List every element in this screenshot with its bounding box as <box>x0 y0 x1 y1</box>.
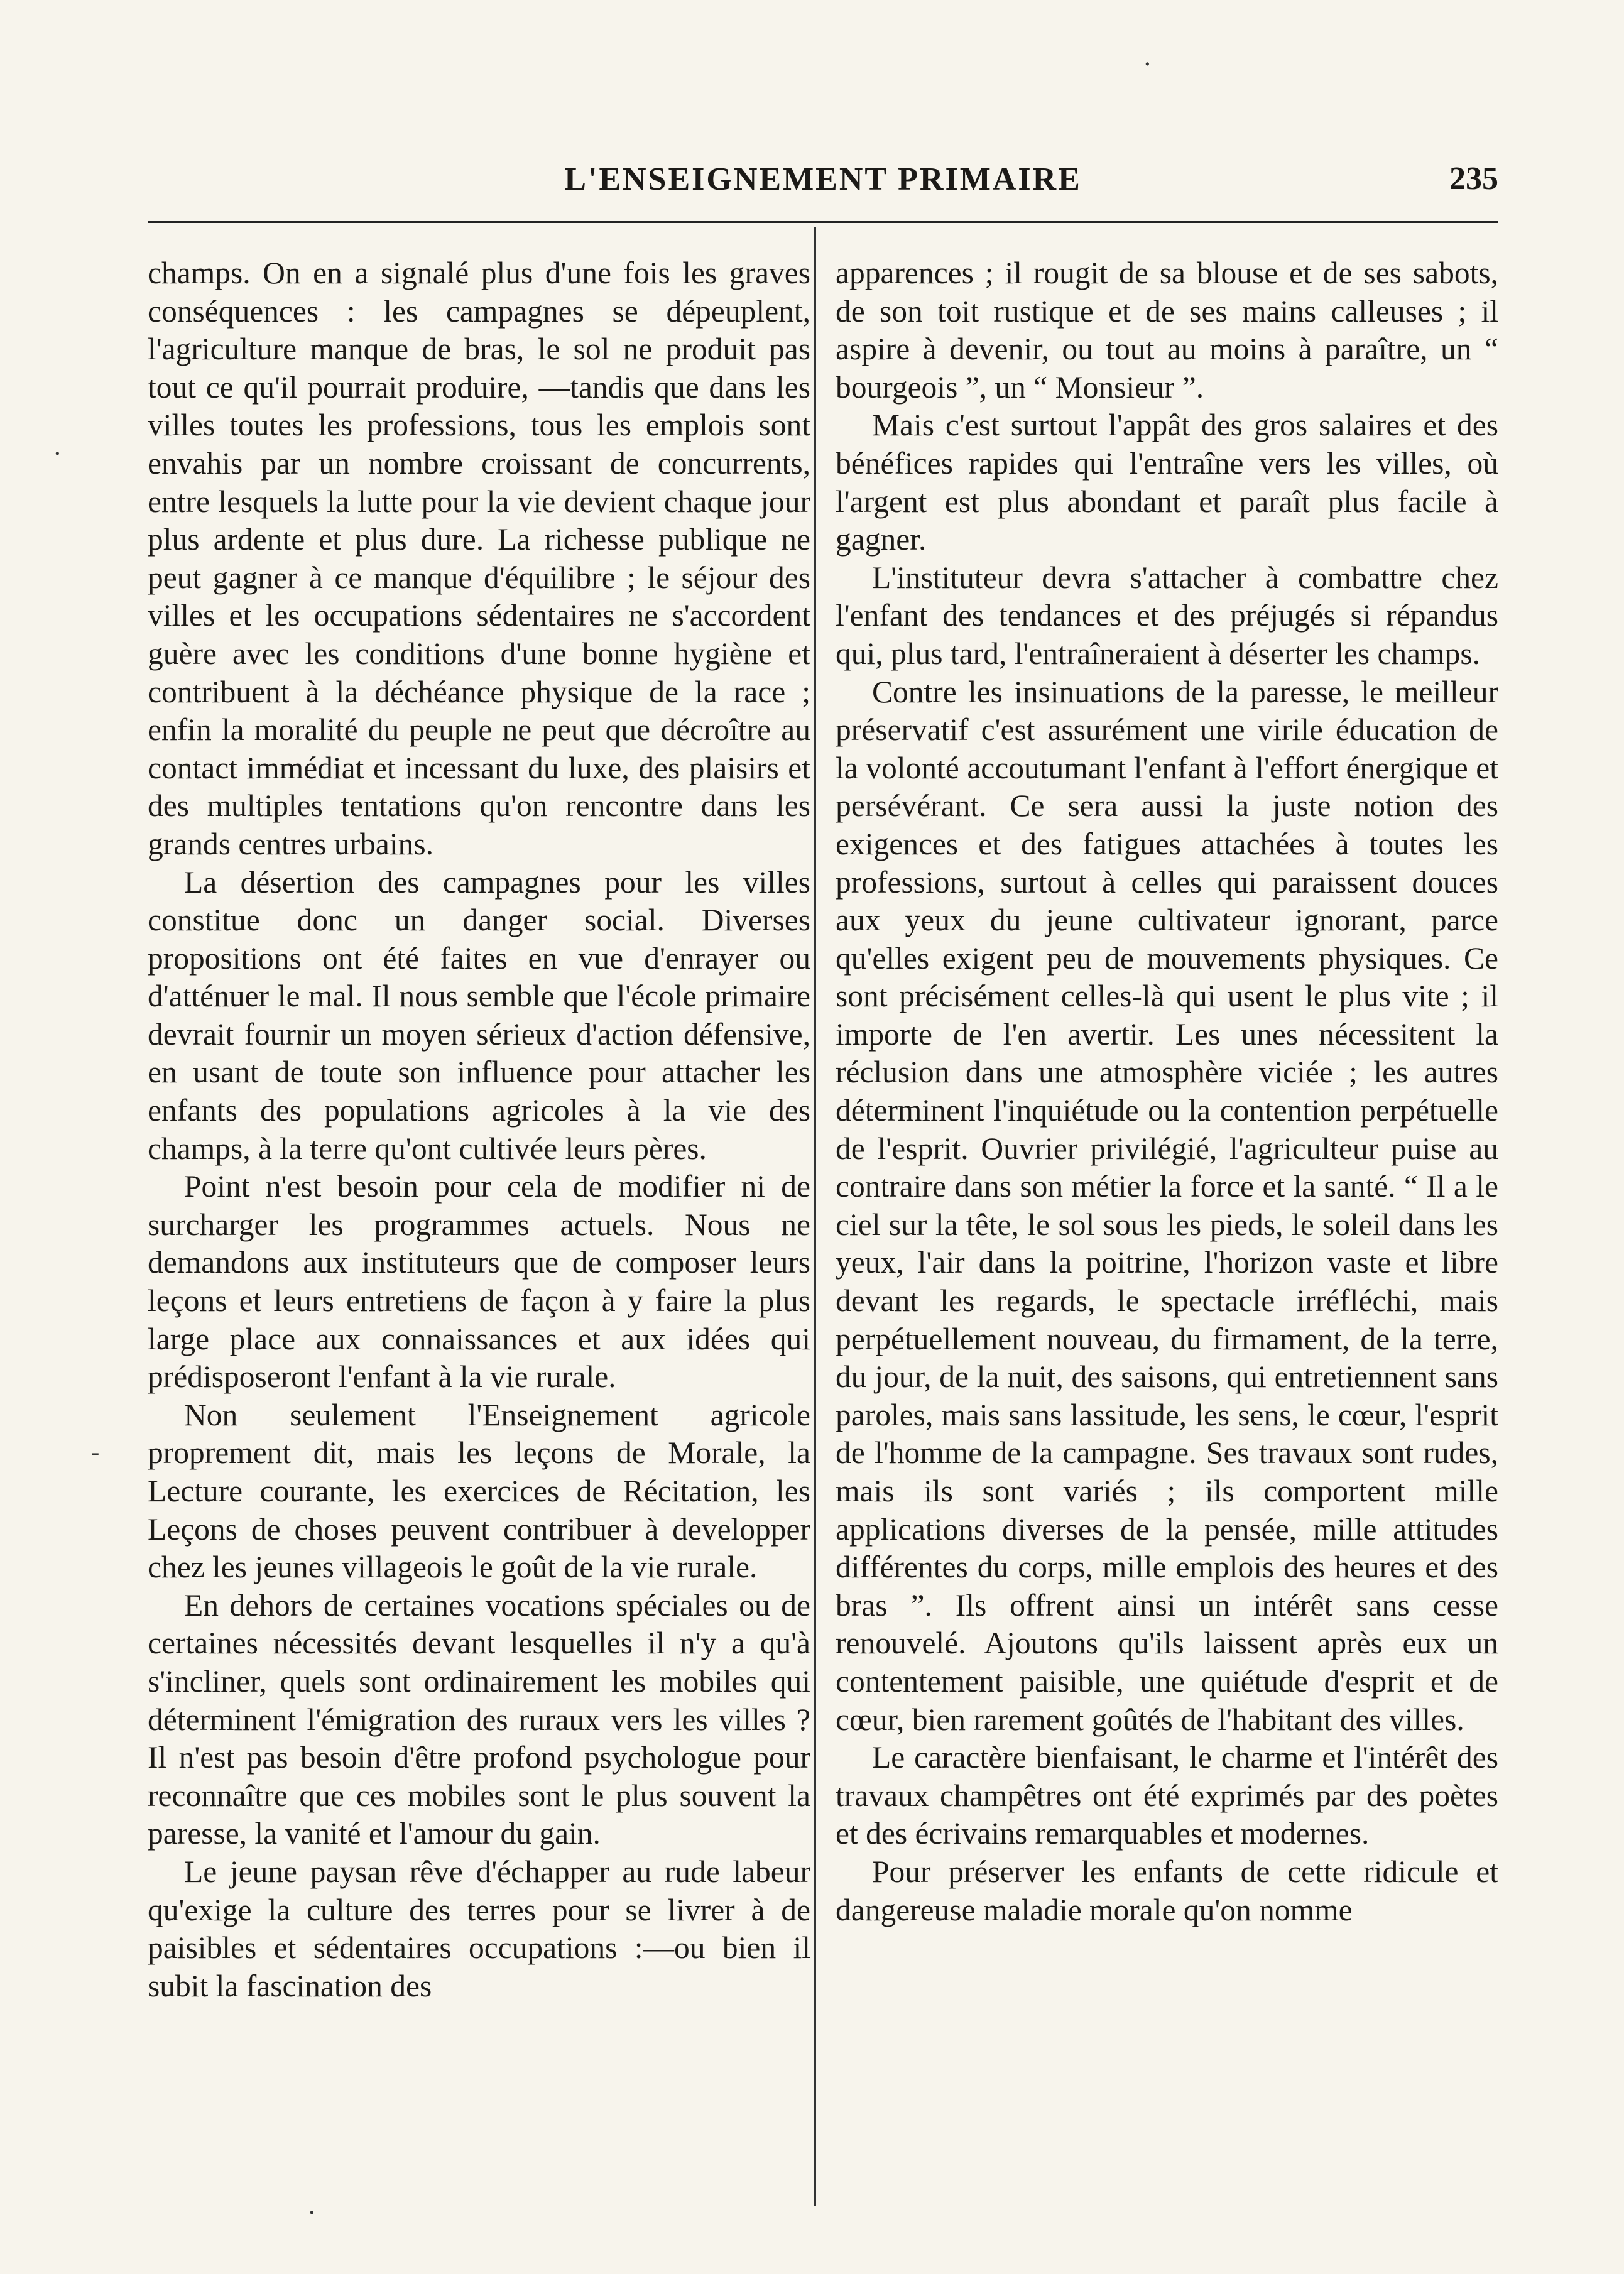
running-title: L'ENSEIGNEMENT PRIMAIRE <box>564 161 1082 197</box>
paragraph: Le jeune paysan rêve d'échapper au rude labeur qu'exige la culture des terres pour se livrer à de paisibles et sédentaires occupations :—ou bien il subit la fascination des <box>148 1854 810 2003</box>
print-speck: · <box>1143 50 1152 79</box>
paragraph: Pour préserver les enfants de cette ridicule et dangereuse maladie morale qu'on nomme <box>836 1854 1498 1927</box>
left-column <box>148 254 810 2005</box>
header-rule <box>148 221 1498 223</box>
paragraph: Contre les insinuations de la paresse, le meilleur préservatif c'est assurément une virile éducation de la volonté accoutumant l'enfant à l'effort énergique et persévérant. Ce sera aussi la juste notion des exigences et des fatigues attachées à toutes les professions, surtout à celles qui paraissent douces aux yeux du jeune cultivateur ignorant, parce qu'elles exigent peu de mouvements physiques. Ce sont précisément celles-là qui usent le plus vite ; il importe de l'en avertir. Les unes nécessitent la réclusion dans une atmosphère viciée ; les autres déterminent l'inquiétude ou la contention perpétuelle de l'esprit. Ouvrier privilégié, l'agriculteur puise au contraire dans son métier la force et la santé. “ Il a le ciel sur la tête, le sol sous les pieds, le soleil dans les yeux, l'air dans la poitrine, l'horizon vaste et libre devant les regards, le spectacle irréfléchi, mais perpétuellement nouveau, du firmament, de la terre, du jour, de la nuit, des saisons, qui entretiennent sans paroles, mais sans lassitude, les sens, le cœur, l'esprit de l'homme de la campagne. Ses travaux sont rudes, mais ils sont variés ; ils comportent mille applications diverses de la pensée, mille attitudes différentes du corps, mille emplois des heures et des bras ”. Ils offrent ainsi un intérêt sans cesse renouvelé. Ajoutons qu'ils laissent après eux un contentement paisible, une quiétude d'esprit et de cœur, bien rarement goûtés de l'habitant des villes. <box>836 674 1498 1737</box>
paragraph: Mais c'est surtout l'appât des gros salaires et des bénéfices rapides qui l'entraîne vers les villes, où l'argent est plus abondant et paraît plus facile à gagner. <box>836 408 1498 557</box>
print-speck: · <box>308 2199 316 2228</box>
paragraph: Le caractère bienfaisant, le charme et l'intérêt des travaux champêtres ont été exprimés par des poètes et des écrivains remarquables et modernes. <box>836 1740 1498 1851</box>
paragraph: En dehors de certaines vocations spéciales ou de certaines nécessités devant lesquelles il n'y a qu'à s'incliner, quels sont ordinairement les mobiles qui déterminent l'émigration des ruraux vers les villes ? Il n'est pas besoin d'être profond psychologue pour reconnaître que ces mobiles sont le plus souvent la paresse, la vanité et l'amour du gain. <box>148 1587 810 1851</box>
paragraph: champs. On en a signalé plus d'une fois les graves conséquences : les campagnes se dépeuplent, l'agriculture manque de bras, le sol ne produit pas tout ce qu'il pourrait produire, —tandis que dans les villes toutes les professions, tous les emplois sont envahis par un nombre croissant de concurrents, entre lesquels la lutte pour la vie devient chaque jour plus ardente et plus dure. La richesse publique ne peut gagner à ce manque d'équilibre ; le séjour des villes et les occupations sédentaires ne s'accordent guère avec les conditions d'une bonne hygiène et contribuent à la déchéance physique de la race ; enfin la moralité du peuple ne peut que décroître au contact immédiat et incessant du luxe, des plaisirs et des multiples tentations qu'on rencontre dans les grands centres urbains. <box>148 256 810 861</box>
right-column <box>836 254 1498 1929</box>
paragraph: apparences ; il rougit de sa blouse et de ses sabots, de son toit rustique et de ses mains calleuses ; il aspire à devenir, ou tout au moins à paraître, un “ bourgeois ”, un “ Monsieur ”. <box>836 256 1498 405</box>
paragraph: Point n'est besoin pour cela de modifier ni de surcharger les programmes actuels. Nous ne demandons aux instituteurs que de composer leurs leçons et leurs entretiens de façon à y faire la plus large place aux connaissances et aux idées qui prédisposeront l'enfant à la vie rurale. <box>148 1169 810 1395</box>
page-number: 235 <box>1449 161 1498 197</box>
column-divider <box>814 227 816 2206</box>
print-speck: - <box>91 1439 100 1467</box>
paragraph: Non seulement l'Enseignement agricole proprement dit, mais les leçons de Morale, la Lecture courante, les exercices de Récitation, les Leçons de choses peuvent contribuer à developper chez les jeunes villageois le goût de la vie rurale. <box>148 1397 810 1585</box>
paragraph: L'instituteur devra s'attacher à combattre chez l'enfant des tendances et des préjugés si répandus qui, plus tard, l'entraîneraient à déserter les champs. <box>836 560 1498 671</box>
paragraph: La désertion des campagnes pour les villes constitue donc un danger social. Diverses propositions ont été faites en vue d'enrayer ou d'atténuer le mal. Il nous semble que l'école primaire devrait fournir un moyen sérieux d'action défensive, en usant de toute son influence pour attacher les enfants des populations agricoles à la vie des champs, à la terre qu'ont cultivée leurs pères. <box>148 864 810 1166</box>
print-speck: · <box>53 440 62 469</box>
page-header <box>148 157 1498 201</box>
